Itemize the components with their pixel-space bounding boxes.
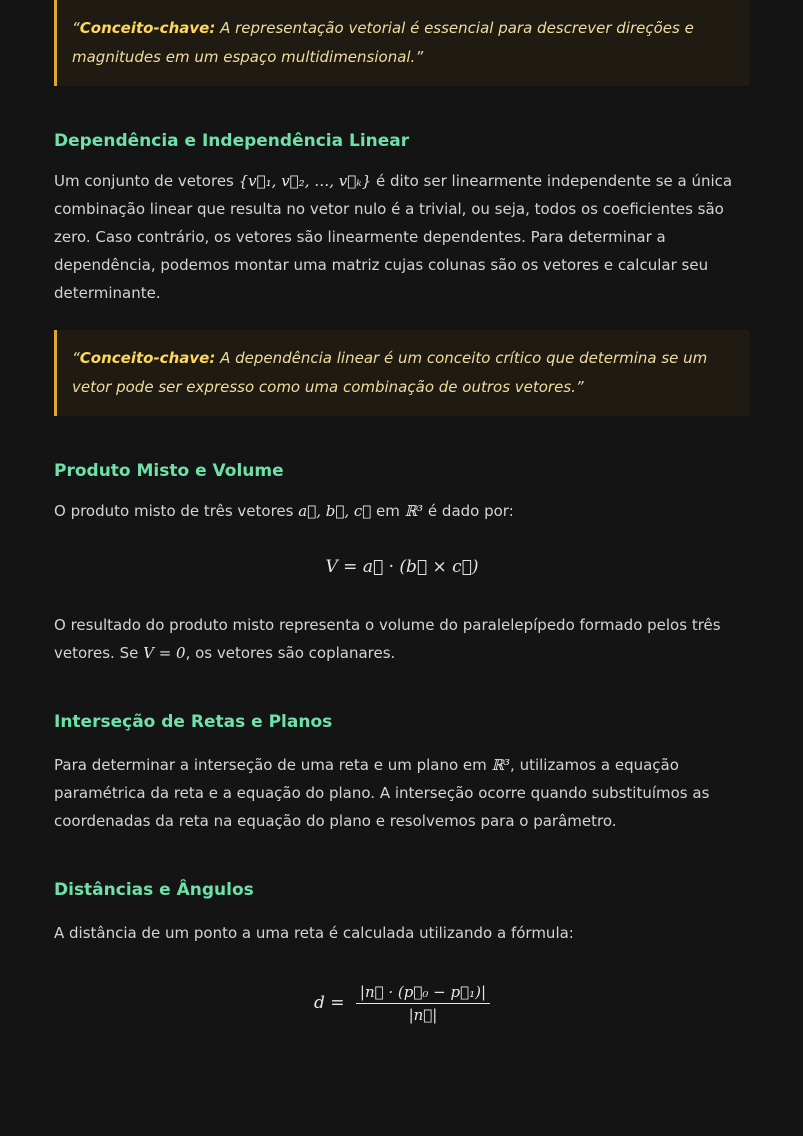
open-quote: “ [72,349,80,367]
paragraph: A distância de um ponto a uma reta é calculada utilizando a fórmula: [54,924,574,942]
display-equation: V = a⃗ · (b⃗ × c⃗) [325,557,479,577]
section-title: Dependência e Independência Linear [54,131,410,151]
open-quote: “ [72,19,80,37]
math-inline: a⃗, b⃗, c⃗ [298,502,372,520]
math-inline: ℝ³ [491,756,511,774]
math-inline: {v⃗₁, v⃗₂, …, v⃗ₖ} [238,172,372,190]
paragraph: O resultado do produto misto representa o volume do paralelepípedo formado pelos três vetores. Se V = 0, os vetores são coplanares. [54,616,721,662]
fraction-denominator: |n⃗| [408,1006,438,1024]
fraction-numerator: |n⃗ · (p⃗₀ − p⃗₁)| [356,983,490,1004]
math-inline: ℝ³ [404,502,424,520]
fraction [356,983,490,1024]
math-inline: V = 0 [143,644,186,662]
article-content [54,0,750,1024]
section-title: Produto Misto e Volume [54,461,284,481]
display-equation [54,983,750,1024]
paragraph: O produto misto de três vetores a⃗, b⃗, c⃗ em ℝ³ é dado por: [54,502,514,520]
section-title: Distâncias e Ângulos [54,880,254,900]
key-concept-callout [54,0,750,86]
callout-text: A representação vetorial é essencial para descrever direções e magnitudes em um espaço multidimensional. [72,19,694,66]
callout-text: A dependência linear é um conceito crítico que determina se um vetor pode ser expresso como uma combinação de outros vetores. [72,349,708,396]
close-quote: ” [415,48,424,66]
callout-label: Conceito-chave: [79,19,216,37]
paragraph: Um conjunto de vetores {v⃗₁, v⃗₂, …, v⃗ₖ} é dito ser linearmente independente se a única combinação linear que resulta no vetor nulo é a trivial, ou seja, todos os coeficientes são zero. Caso contrário, os vetores são linearmente dependentes. Para determinar a dependência, podemos montar uma matriz cujas colunas são os vetores e calcular seu determinante. [54,172,733,302]
key-concept-callout [54,330,750,416]
equation-lhs: d = [313,993,345,1013]
close-quote: ” [575,378,584,396]
section-title: Interseção de Retas e Planos [54,712,333,732]
paragraph: Para determinar a interseção de uma reta e um plano em ℝ³, utilizamos a equação paramétrica da reta e a equação do plano. A interseção ocorre quando substituímos as coordenadas da reta na equação do plano e resolvemos para o parâmetro. [54,756,710,830]
callout-label: Conceito-chave: [79,349,216,367]
